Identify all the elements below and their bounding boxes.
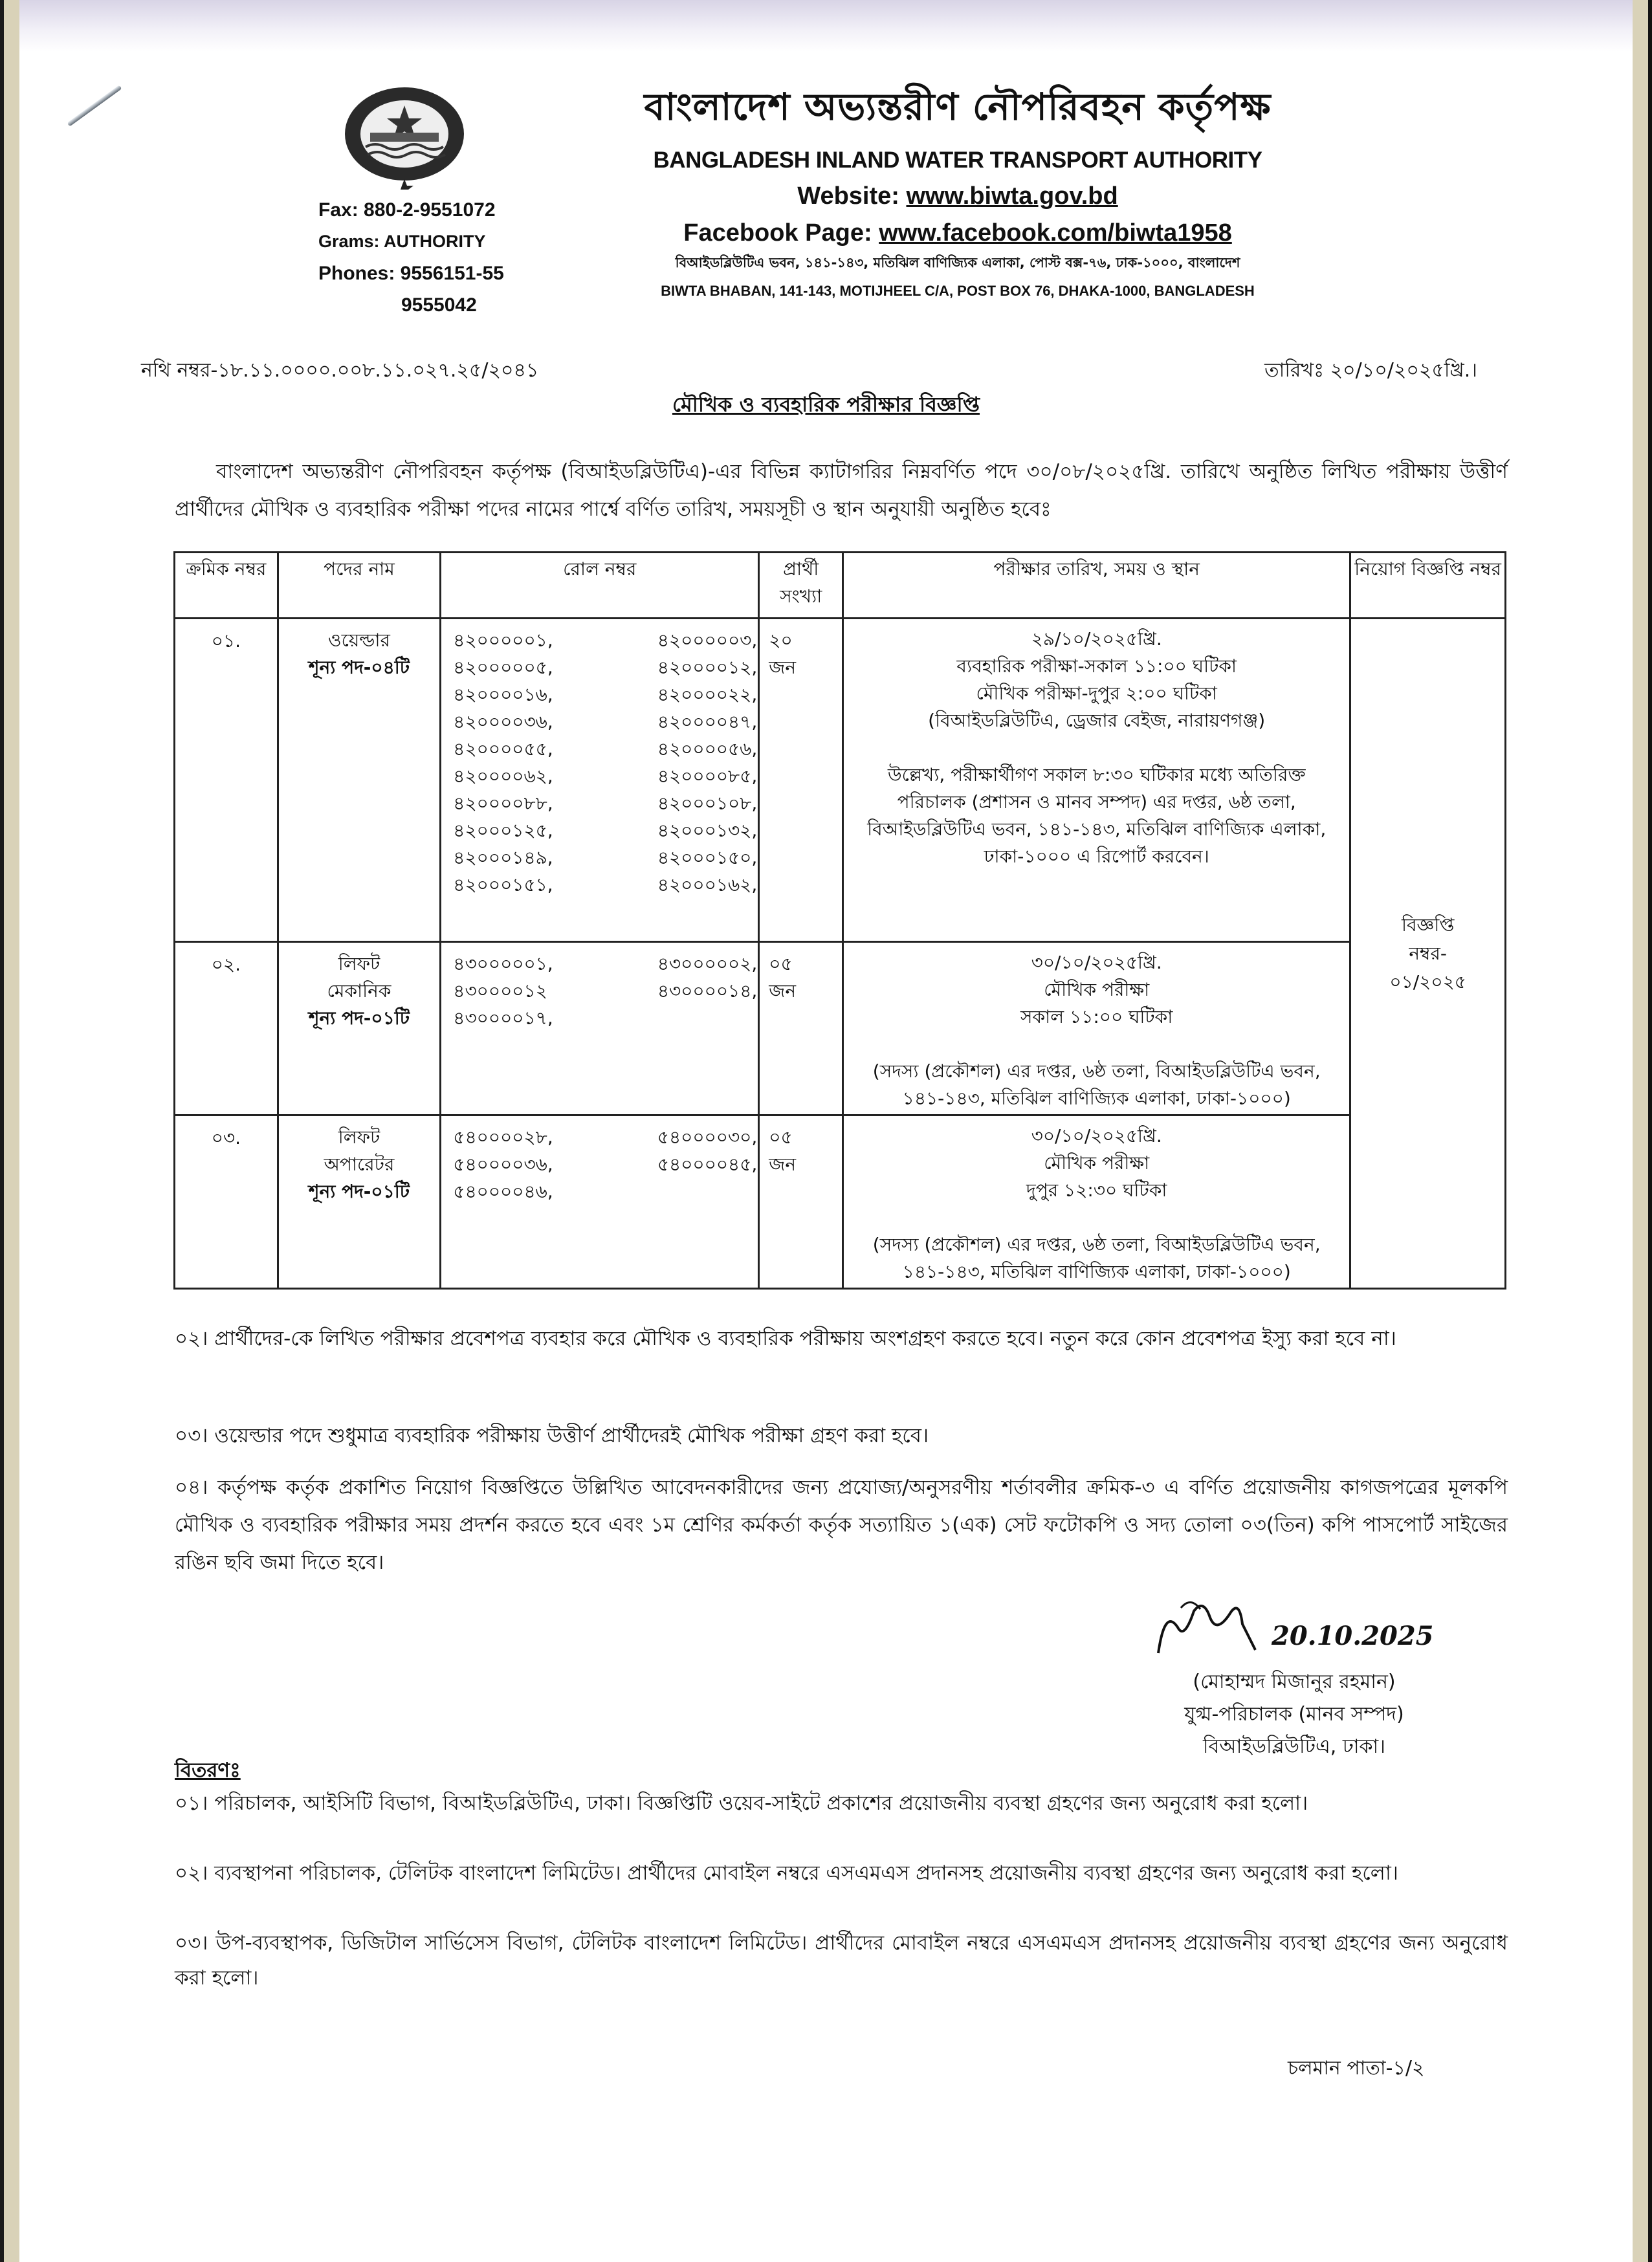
roll-number: ৪২০০০০০১, bbox=[453, 630, 553, 651]
col-roll: রোল নম্বর bbox=[441, 553, 759, 619]
vacancy: শূন্য পদ-০৪টি bbox=[308, 657, 410, 678]
circular-number-cell: বিজ্ঞপ্তি নম্বর- ০১/২০২৫ bbox=[1350, 619, 1506, 1289]
exam-type: মৌখিক পরীক্ষা bbox=[1044, 1152, 1150, 1174]
post-cell bbox=[278, 1115, 441, 1289]
roll-cell bbox=[441, 942, 759, 1115]
roll-number: ৪২০০০১৪৯, bbox=[453, 847, 553, 868]
post-cell bbox=[278, 619, 441, 942]
vacancy: শূন্য পদ-০১টি bbox=[308, 1181, 410, 1202]
facebook-label: Facebook Page: bbox=[683, 219, 872, 247]
exam-time: সকাল ১১:০০ ঘটিকা bbox=[1020, 1006, 1173, 1027]
signatory-designation: যুগ্ম-পরিচালক (মানব সম্পদ) bbox=[1184, 1703, 1404, 1726]
exam-date: ৩০/১০/২০২৫খ্রি. bbox=[1031, 952, 1162, 973]
roll-number: ৪২০০০১০৮, bbox=[657, 793, 758, 814]
memo-reference: নথি নম্বর-১৮.১১.০০০০.০০৮.১১.০২৭.২৫/২০৪১ bbox=[141, 359, 539, 382]
roll-number: ৪৩০০০০১৪, bbox=[657, 980, 758, 1002]
intro-paragraph: বাংলাদেশ অভ্যন্তরীণ নৌপরিবহন কর্তৃপক্ষ (বিআইডব্লিউটিএ)-এর বিভিন্ন ক্যাটাগরির নিম্নবর্ণিত পদে ৩০/০৮/২০২৫খ্রি. তারিখে অনুষ্ঠিত লিখিত পরীক্ষায় উত্তীর্ণ প্রার্থীদের মৌখিক ও ব্যবহারিক পরীক্ষা পদের নামের পার্শ্বে বর্ণিত তারিখ, সময়সূচী ও স্থান অনুযায়ী অনুষ্ঠিত হবেঃ bbox=[175, 460, 1508, 521]
address-en: BIWTA BHABAN, 141-143, MOTIJHEEL C/A, POST BOX 76, DHAKA-1000, BANGLADESH bbox=[661, 283, 1255, 299]
address-bn: বিআইডব্লিউটিএ ভবন, ১৪১-১৪৩, মতিঝিল বাণিজ্যিক এলাকা, পোস্ট বক্স-৭৬, ঢাক-১০০০, বাংলাদেশ bbox=[675, 255, 1240, 270]
org-title-en: BANGLADESH INLAND WATER TRANSPORT AUTHORITY bbox=[653, 148, 1262, 173]
roll-number: ৪২০০০১৬২, bbox=[657, 874, 758, 895]
website-line bbox=[605, 182, 1310, 210]
schedule-cell bbox=[843, 942, 1350, 1115]
exam-venue: (সদস্য (প্রকৌশল) এর দপ্তর, ৬ষ্ঠ তলা, বিআইডব্লিউটিএ ভবন, ১৪১-১৪৩, মতিঝিল বাণিজ্যিক এলাকা, ঢাকা-১০০০) bbox=[872, 1234, 1321, 1282]
serial-cell: ০৩. bbox=[175, 1115, 278, 1289]
roll-number: ৪৩০০০০১৭, bbox=[453, 1007, 553, 1029]
fax-number: Fax: 880-2-9551072 bbox=[318, 199, 496, 221]
schedule-cell bbox=[843, 619, 1350, 942]
memo-date: তারিখঃ ২০/১০/২০২৫খ্রি.। bbox=[1264, 359, 1477, 382]
roll-number: ৪২০০০০৮৫, bbox=[657, 765, 758, 787]
notice-title: মৌখিক ও ব্যবহারিক পরীক্ষার বিজ্ঞপ্তি bbox=[672, 392, 980, 417]
count-cell: ০৫ জন bbox=[759, 1115, 843, 1289]
post-name: লিফট bbox=[338, 953, 380, 974]
distribution-item-03: ০৩। উপ-ব্যবস্থাপক, ডিজিটাল সার্ভিসেস বিভাগ, টেলিটক বাংলাদেশ লিমিটেড। প্রার্থীদের মোবাইল নম্বরে এসএমএস প্রদানসহ প্রয়োজনীয় ব্যবস্থা গ্রহণের জন্য অনুরোধ করা হলো। bbox=[175, 1931, 1508, 1990]
reporting-note: উল্লেখ্য, পরীক্ষার্থীগণ সকাল ৮:৩০ ঘটিকার মধ্যে অতিরিক্ত পরিচালক (প্রশাসন ও মানব সম্পদ) এর দপ্তর, ৬ষ্ঠ তলা, বিআইডব্লিউটিএ ভবন, ১৪১-১৪৩, মতিঝিল বাণিজ্যিক এলাকা, ঢাকা-১০০০ এ রিপোর্ট করবেন। bbox=[867, 764, 1327, 867]
roll-number: ৪৩০০০০০২, bbox=[657, 953, 758, 974]
org-title-bn: বাংলাদেশ অভ্যন্তরীণ নৌপরিবহন কর্তৃপক্ষ bbox=[644, 85, 1272, 129]
distribution-title: বিতরণঃ bbox=[175, 1759, 241, 1782]
website-link[interactable]: www.biwta.gov.bd bbox=[906, 182, 1118, 210]
signature-date: 20.10.2025 bbox=[1272, 1621, 1434, 1651]
signatory-office: বিআইডব্লিউটিএ, ঢাকা। bbox=[1203, 1735, 1385, 1758]
circular-number: ০১/২০২৫ bbox=[1389, 971, 1466, 993]
table-row bbox=[175, 942, 1506, 1115]
col-serial: ক্রমিক নম্বর bbox=[175, 553, 278, 619]
signatory-name: (মোহাম্মদ মিজানুর রহমান) bbox=[1193, 1671, 1396, 1693]
grams: Grams: AUTHORITY bbox=[318, 232, 486, 251]
roll-number: ৪২০০০০৮৮, bbox=[453, 793, 553, 814]
phones: Phones: 9556151-55 bbox=[318, 263, 504, 284]
exam-schedule-table bbox=[173, 551, 1506, 1290]
post-name: লিফট bbox=[338, 1126, 380, 1148]
website-label: Website: bbox=[797, 182, 899, 210]
roll-number: ৪২০০০০০৩, bbox=[657, 630, 758, 651]
contact-info bbox=[318, 194, 504, 321]
roll-number: ৪২০০০০৩৬, bbox=[453, 711, 553, 732]
table-row bbox=[175, 619, 1506, 942]
roll-number: ৫৪০০০০৩৬, bbox=[453, 1154, 553, 1175]
roll-cell bbox=[441, 619, 759, 942]
roll-number bbox=[628, 1178, 757, 1205]
exam-time: দুপুর ১২:৩০ ঘটিকা bbox=[1026, 1180, 1167, 1201]
roll-number: ৪২০০০০৬২, bbox=[453, 765, 553, 787]
serial-cell: ০১. bbox=[175, 619, 278, 942]
instruction-03: ০৩। ওয়েল্ডার পদে শুধুমাত্র ব্যবহারিক পরীক্ষায় উত্তীর্ণ প্রার্থীদেরই মৌখিক পরীক্ষা গ্রহণ করা হবে। bbox=[175, 1424, 929, 1447]
vacancy: শূন্য পদ-০১টি bbox=[308, 1007, 410, 1029]
page-indicator: চলমান পাতা-১/২ bbox=[1288, 2057, 1425, 2080]
col-count: প্রার্থী সংখ্যা bbox=[759, 553, 843, 619]
roll-number: ৪২০০০১৩২, bbox=[657, 820, 758, 841]
facebook-line bbox=[605, 219, 1310, 247]
exam-date: ৩০/১০/২০২৫খ্রি. bbox=[1031, 1125, 1162, 1147]
exam-venue: (সদস্য (প্রকৌশল) এর দপ্তর, ৬ষ্ঠ তলা, বিআইডব্লিউটিএ ভবন, ১৪১-১৪৩, মতিঝিল বাণিজ্যিক এলাকা, ঢাকা-১০০০) bbox=[872, 1060, 1321, 1109]
count-cell: ২০ জন bbox=[759, 619, 843, 942]
roll-cell bbox=[441, 1115, 759, 1289]
letterhead bbox=[605, 78, 1310, 300]
roll-number: ৪২০০০০০৫, bbox=[453, 657, 553, 678]
distribution-item-01: ০১। পরিচালক, আইসিটি বিভাগ, বিআইডব্লিউটিএ, ঢাকা। বিজ্ঞপ্তিটি ওয়েব-সাইটে প্রকাশের প্রয়োজনীয় ব্যবস্থা গ্রহণের জন্য অনুরোধ করা হলো। bbox=[175, 1792, 1308, 1815]
roll-number: ৪২০০০০৫৬, bbox=[657, 738, 758, 760]
col-circular: নিয়োগ বিজ্ঞপ্তি নম্বর bbox=[1350, 553, 1506, 619]
exam-date: ২৯/১০/২০২৫খ্রি. bbox=[1031, 628, 1162, 650]
post-name: ওয়েল্ডার bbox=[328, 630, 390, 651]
biwta-seal-icon bbox=[336, 81, 472, 191]
roll-number: ৪২০০০০২২, bbox=[657, 684, 758, 705]
roll-number: ৫৪০০০০২৮, bbox=[453, 1126, 553, 1148]
roll-number: ৪২০০০০১২, bbox=[657, 657, 758, 678]
serial-cell: ০২. bbox=[175, 942, 278, 1115]
facebook-link[interactable]: www.facebook.com/biwta1958 bbox=[879, 219, 1232, 247]
roll-number: ৪২০০০১৫০, bbox=[657, 847, 758, 868]
roll-number: ৪২০০০১২৫, bbox=[453, 820, 553, 841]
roll-number: ৫৪০০০০৩০, bbox=[657, 1126, 758, 1148]
roll-number: ৪২০০০০৪৭, bbox=[657, 711, 758, 732]
roll-number: ৪৩০০০০০১, bbox=[453, 953, 553, 974]
post-name-2: অপারেটর bbox=[324, 1154, 395, 1175]
table-row bbox=[175, 1115, 1506, 1289]
staple-mark bbox=[67, 85, 122, 126]
roll-number: ৪২০০০১৫১, bbox=[453, 874, 553, 895]
exam-venue: (বিআইডব্লিউটিএ, ড্রেজার বেইজ, নারায়ণগঞ্জ) bbox=[928, 710, 1266, 731]
scan-shadow-top bbox=[19, 0, 1633, 52]
exam-time-practical: ব্যবহারিক পরীক্ষা-সকাল ১১:০০ ঘটিকা bbox=[956, 655, 1237, 677]
col-schedule: পরীক্ষার তারিখ, সময় ও স্থান bbox=[843, 553, 1350, 619]
roll-number bbox=[628, 1005, 757, 1032]
roll-number: ৫৪০০০০৪৬, bbox=[453, 1181, 553, 1202]
scan-edge-right bbox=[1633, 0, 1652, 2262]
exam-time-viva: মৌখিক পরীক্ষা-দুপুর ২:০০ ঘটিকা bbox=[976, 683, 1217, 704]
count-cell: ০৫ জন bbox=[759, 942, 843, 1115]
instruction-04: ০৪। কর্তৃপক্ষ কর্তৃক প্রকাশিত নিয়োগ বিজ্ঞপ্তিতে উল্লিখিত আবেদনকারীদের জন্য প্রযোজ্য/অনুসরণীয় শর্তাবলীর ক্রমিক-৩ এ বর্ণিত প্রয়োজনীয় কাগজপত্রের মূলকপি মৌখিক ও ব্যবহারিক পরীক্ষার সময় প্রদর্শন করতে হবে এবং ১ম শ্রেণির কর্মকর্তা কর্তৃক সত্যায়িত ১(এক) সেট ফটোকপি ও সদ্য তোলা ০৩(তিন) কপি পাসপোর্ট সাইজের রঙিন ছবি জমা দিতে হবে। bbox=[175, 1476, 1508, 1574]
instruction-02: ০২। প্রার্থীদের-কে লিখিত পরীক্ষার প্রবেশপত্র ব্যবহার করে মৌখিক ও ব্যবহারিক পরীক্ষায় অংশগ্রহণ করতে হবে। নতুন করে কোন প্রবেশপত্র ইস্যু করা হবে না। bbox=[175, 1327, 1396, 1350]
roll-number: ৫৪০০০০৪৫, bbox=[657, 1154, 758, 1175]
post-name-2: মেকানিক bbox=[327, 980, 391, 1002]
roll-number: ৪৩০০০০১২ bbox=[453, 980, 547, 1002]
scan-edge-left bbox=[0, 0, 19, 2262]
phones-secondary: 9555042 bbox=[401, 294, 477, 316]
exam-type: মৌখিক পরীক্ষা bbox=[1044, 979, 1150, 1000]
roll-number: ৪২০০০০১৬, bbox=[453, 684, 553, 705]
col-post: পদের নাম bbox=[278, 553, 441, 619]
post-cell bbox=[278, 942, 441, 1115]
table-header-row bbox=[175, 553, 1506, 619]
roll-number: ৪২০০০০৫৫, bbox=[453, 738, 553, 760]
distribution-item-02: ০২। ব্যবস্থাপনা পরিচালক, টেলিটক বাংলাদেশ লিমিটেড। প্রার্থীদের মোবাইল নম্বরে এসএমএস প্রদানসহ প্রয়োজনীয় ব্যবস্থা গ্রহণের জন্য অনুরোধ করা হলো। bbox=[175, 1861, 1398, 1885]
schedule-cell bbox=[843, 1115, 1350, 1289]
